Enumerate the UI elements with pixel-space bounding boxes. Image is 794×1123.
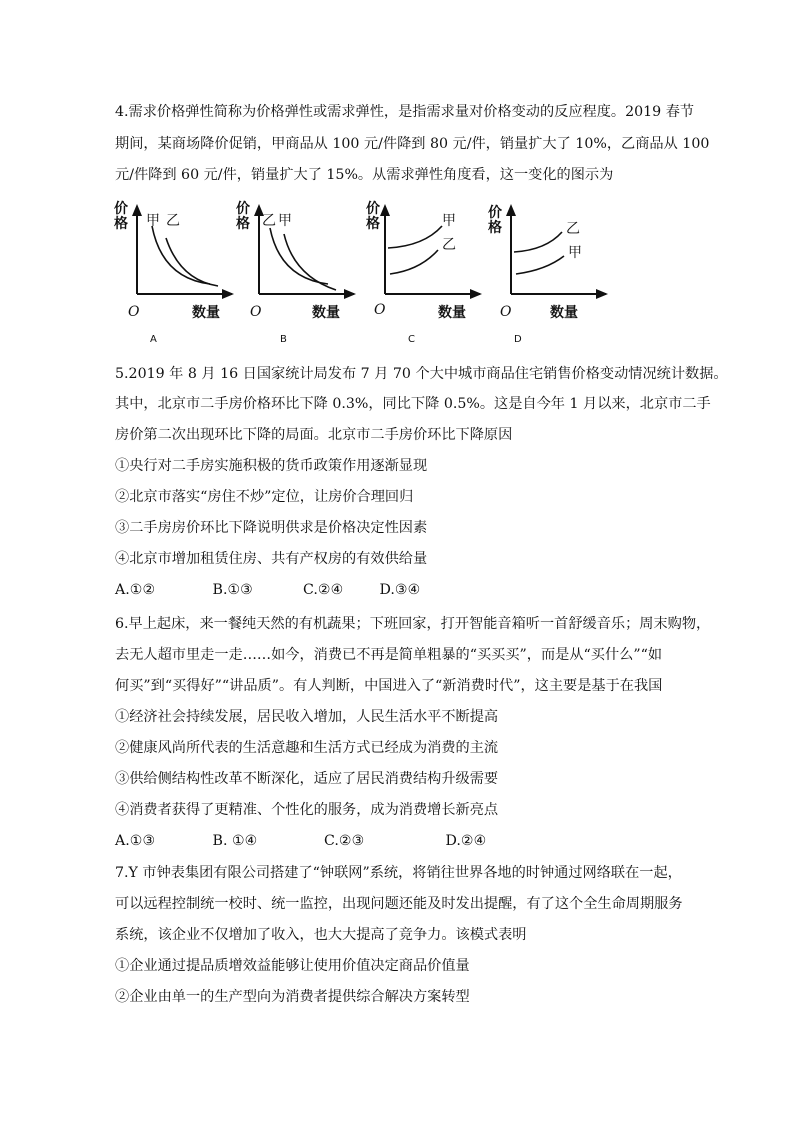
graph-b [232,198,357,348]
graph-c-curve-2-label: 乙 [442,237,456,253]
q7-line-3: 系统，该企业不仅增加了收入，也大大提高了竞争力。该模式表明 [115,927,527,943]
graph-c-ylabel: 价格 [366,201,380,232]
q5-options [115,580,685,600]
q6-option-a: A.①③ [115,833,156,849]
graph-b-ylabel: 价格 [236,201,250,232]
q5-option-c: C.②④ [303,582,344,598]
graph-b-curve-2-label: 甲 [278,213,292,229]
q5-item-4: ④北京市增加租赁住房、共有产权房的有效供给量 [115,551,428,567]
q7-item-1: ①企业通过提品质增效益能够让使用价值决定商品价值量 [115,958,470,974]
graph-d-curve-2 [516,256,564,274]
q5-line-3: 房价第二次出现环比下降的局面。北京市二手房价环比下降原因 [115,427,513,443]
graph-c-origin: O [374,302,386,318]
graph-a-xlabel: 数量 [192,305,220,321]
q6-line-3: 何买”到“买得好”“讲品质”。有人判断，中国进入了“新消费时代”，这主要是基于在我国 [115,678,663,694]
q5-option-b: B.①③ [212,582,253,598]
graph-a-letter: A [150,334,157,345]
q6-option-d: D.②④ [445,833,487,849]
q4-line-1: 4.需求价格弹性简称为价格弹性或需求弹性，是指需求量对价格变动的反应程度。2019 春节 [115,104,695,120]
graph-d-curve-1-label: 乙 [566,221,580,237]
q5-item-2: ②北京市落实“房住不炒”定位，让房价合理回归 [115,489,414,505]
q6-options [115,831,685,851]
q6-line-2: 去无人超市里走一走……如今，消费已不再是简单粗暴的“买买买”，而是从“买什么”“如 [115,647,663,663]
graph-d-curve-2-label: 甲 [568,245,582,261]
graph-d-origin: O [500,304,512,320]
graph-a-curve-2-label: 乙 [166,213,180,229]
graph-a-curve-1-label: 甲 [146,213,160,229]
q4-line-3: 元/件降到 60 元/件，销量扩大了 15%。从需求弹性角度看，这一变化的图示为 [115,167,614,183]
q5-item-1: ①央行对二手房实施积极的货币政策作用逐渐显现 [115,458,428,474]
graph-c [358,198,483,348]
graph-b-xlabel: 数量 [312,305,340,321]
q4-line-2: 期间，某商场降价促销，甲商品从 100 元/件降到 80 元/件，销量扩大了 10%，乙商品从 100 [115,136,710,152]
graph-d [484,198,609,348]
graph-b-curve-1 [270,228,328,284]
graph-a-ylabel: 价格 [114,201,128,232]
graph-b-curve-1-label: 乙 [262,213,276,229]
graph-b-origin: O [250,304,262,320]
q6-option-b: B. ①④ [212,833,258,849]
q5-item-3: ③二手房房价环比下降说明供求是价格决定性因素 [115,520,428,536]
graph-a-curve-1 [152,226,210,284]
graph-d-ylabel: 价格 [488,205,502,236]
graph-c-curve-2 [390,250,438,274]
graph-a [110,198,235,348]
q4-graphs [110,198,610,358]
graph-c-curve-1-label: 甲 [442,213,456,229]
graph-c-letter: C [408,334,415,345]
q5-line-2: 其中，北京市二手房价格环比下降 0.3%，同比下降 0.5%。这是自今年 1 月以来，北京市二手 [115,396,711,412]
q5-option-d: D.③④ [379,582,421,598]
graph-a-origin: O [128,304,140,320]
graph-d-curve-1 [514,232,562,252]
q5-option-a: A.①② [115,582,156,598]
q6-item-1: ①经济社会持续发展，居民收入增加，人民生活水平不断提高 [115,709,499,725]
graph-d-letter: D [514,334,522,345]
graph-c-curve-1 [388,226,442,248]
q7-line-2: 可以远程控制统一校时、统一监控，出现问题还能及时发出提醒，有了这个全生命周期服务 [115,896,683,912]
q6-item-3: ③供给侧结构性改革不断深化，适应了居民消费结构升级需要 [115,771,499,787]
graph-c-xlabel: 数量 [438,305,466,321]
graph-b-letter: B [280,334,287,345]
q6-line-1: 6.早上起床，来一餐纯天然的有机蔬果；下班回家，打开智能音箱听一首舒缓音乐；周末购物， [115,616,711,632]
q7-line-1: 7.Y 市钟表集团有限公司搭建了“钟联网”系统，将销往世界各地的时钟通过网络联在一起， [115,865,682,881]
graph-d-xlabel: 数量 [550,305,578,321]
q6-item-2: ②健康风尚所代表的生活意趣和生活方式已经成为消费的主流 [115,740,499,756]
q6-option-c: C.②③ [324,833,365,849]
q6-item-4: ④消费者获得了更精准、个性化的服务，成为消费增长新亮点 [115,802,499,818]
q5-line-1: 5.2019 年 8 月 16 日国家统计局发布 7 月 70 个大中城市商品住宅销售价格变动情况统计数据。 [115,366,728,382]
q7-item-2: ②企业由单一的生产型向为消费者提供综合解决方案转型 [115,989,470,1005]
graph-b-curve-2 [284,234,336,290]
